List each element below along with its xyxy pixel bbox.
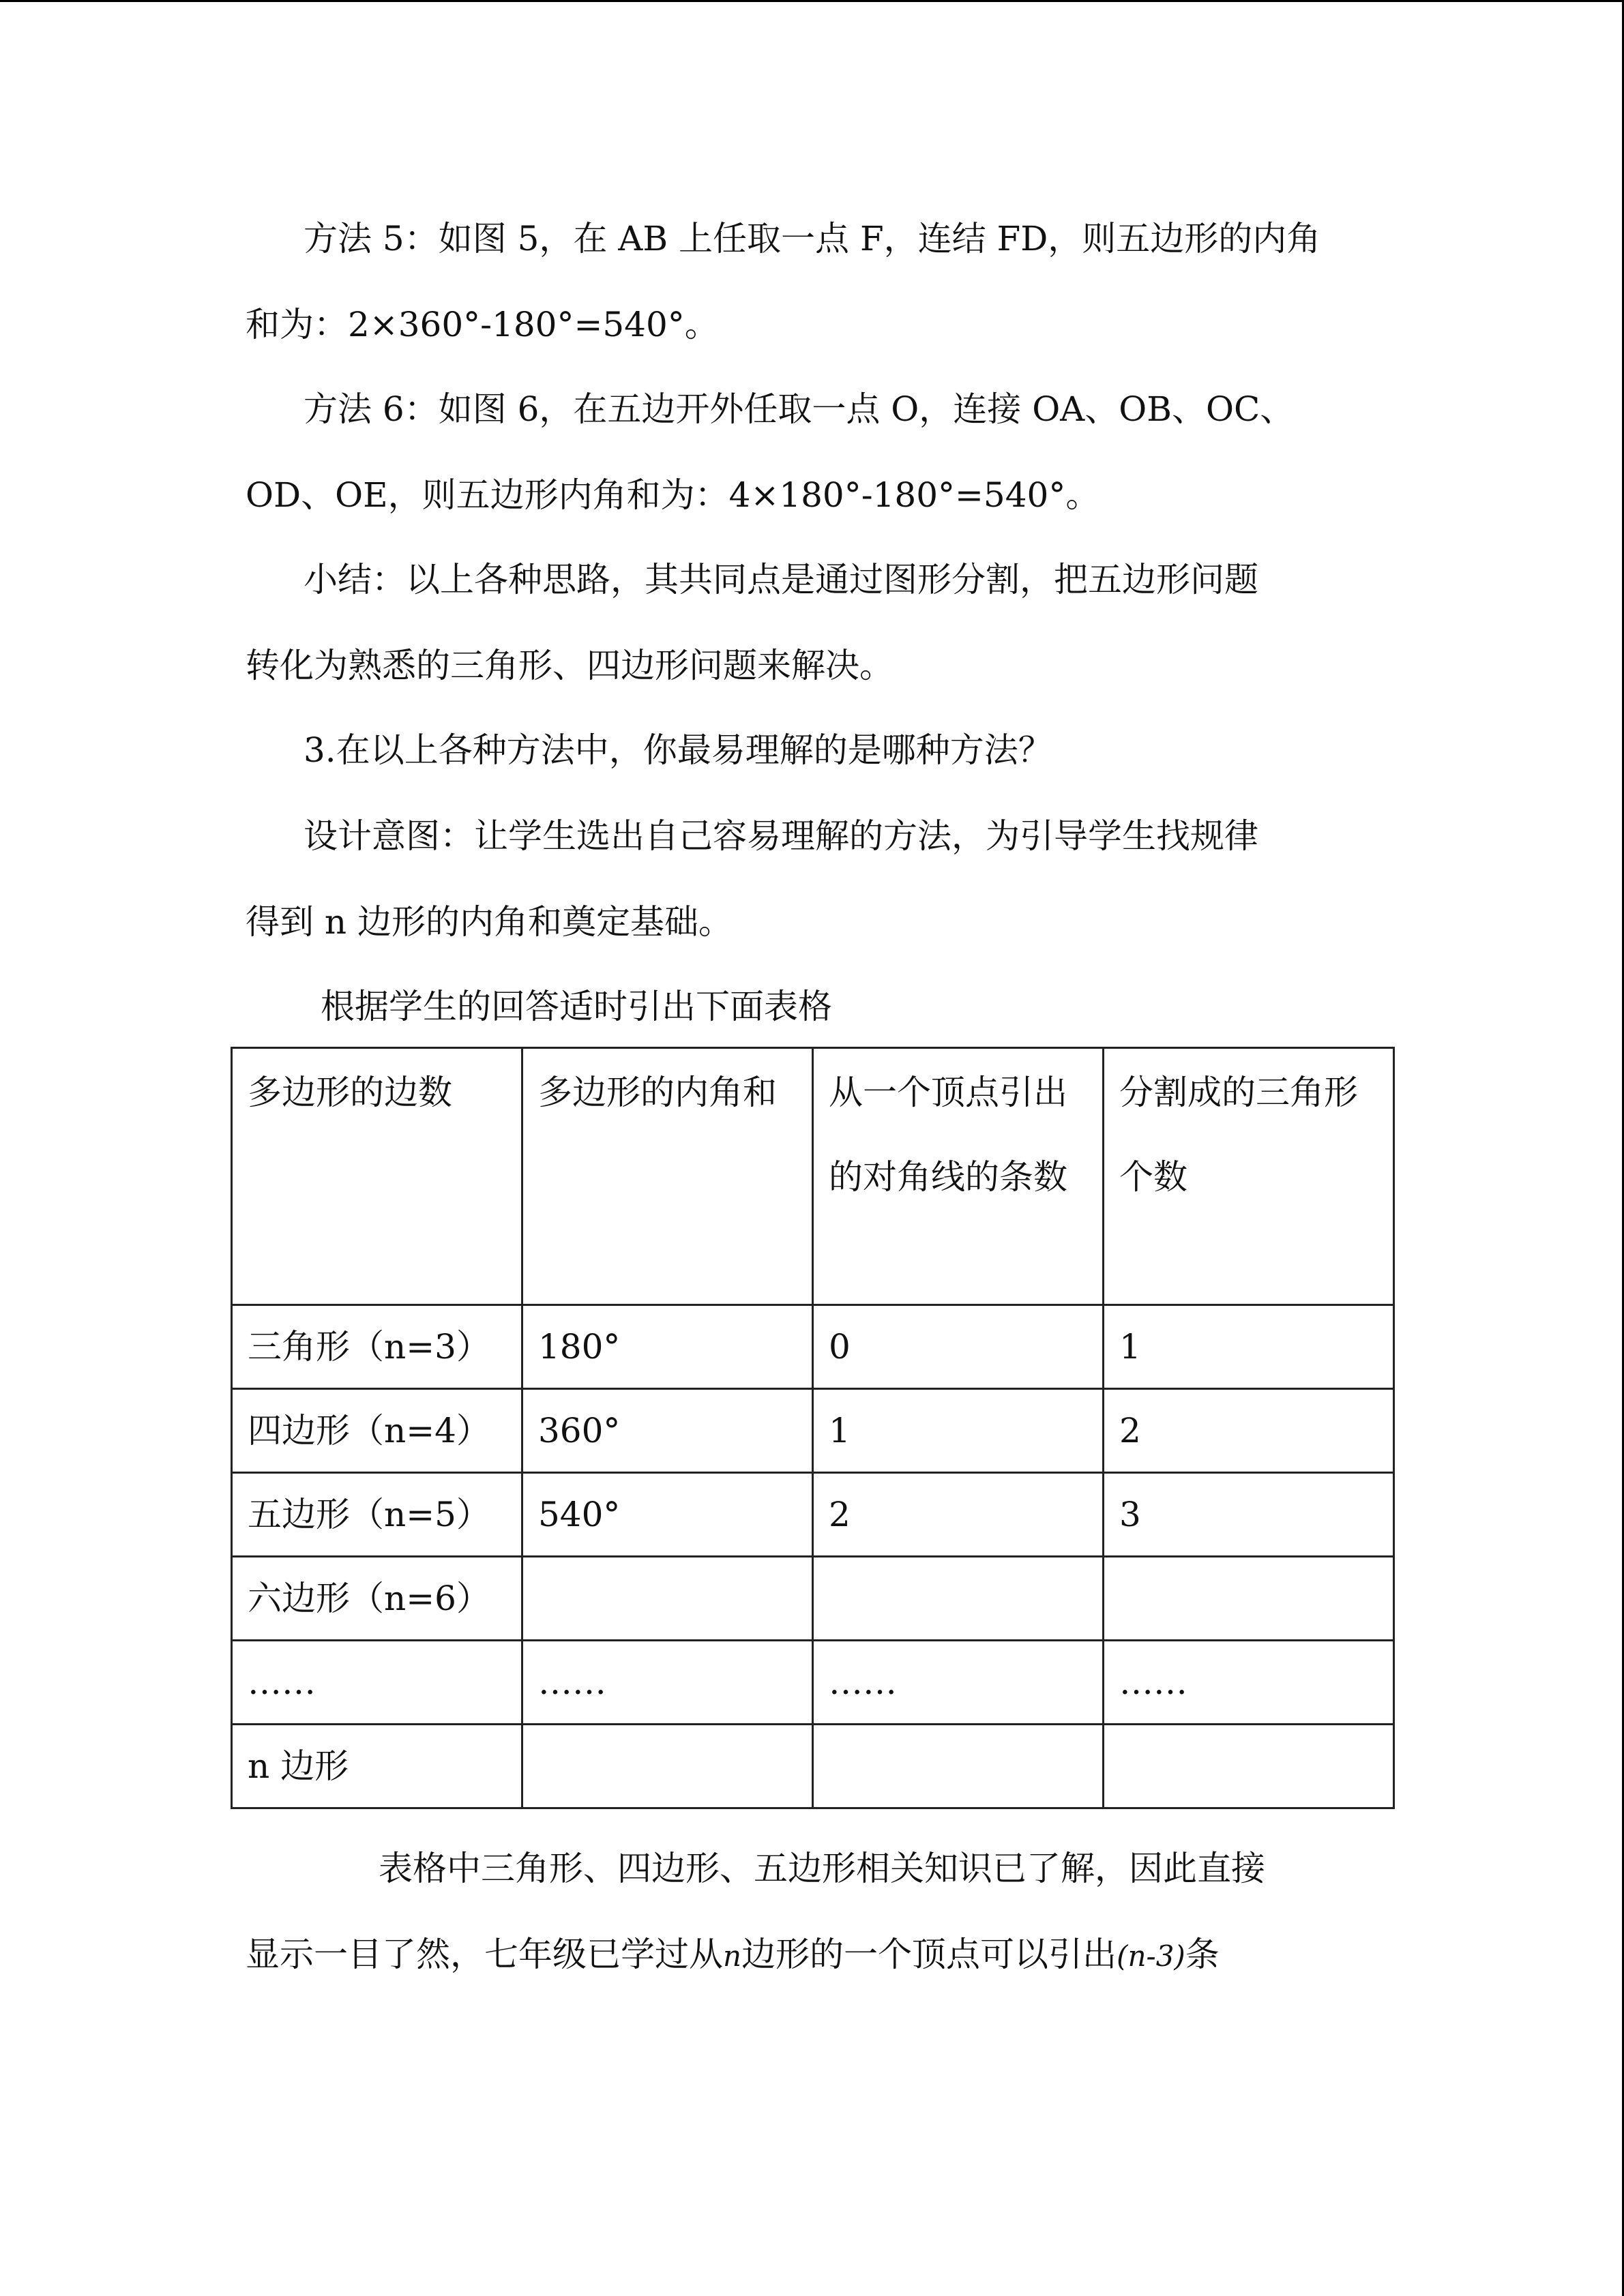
table-header-row — [232, 1048, 1394, 1305]
design-intent-line2: 得到 n 边形的内角和奠定基础。 — [246, 902, 733, 942]
after-table-line2-part-a: 显示一目了然，七年级已学过从 — [246, 1935, 723, 1974]
table-cell: 1 — [1104, 1305, 1394, 1389]
inline-math-n: n — [723, 1939, 742, 1973]
polygon-angle-table — [231, 1047, 1395, 1809]
summary-line2: 转化为熟悉的三角形、四边形问题来解决。 — [246, 646, 894, 685]
table-cell: 2 — [813, 1473, 1104, 1557]
method5-line1: 方法 5：如图 5，在 AB 上任取一点 F，连结 FD，则五边形的内角 — [304, 219, 1321, 258]
design-intent-line1: 设计意图：让学生选出自己容易理解的方法，为引导学生找规律 — [304, 816, 1258, 856]
table-cell — [522, 1557, 813, 1641]
table-cell: …… — [232, 1641, 522, 1725]
header-side-count: 多边形的边数 — [232, 1048, 522, 1305]
table-intro: 根据学生的回答适时引出下面表格 — [321, 987, 832, 1026]
table-row — [232, 1389, 1394, 1473]
table-row — [232, 1473, 1394, 1557]
table-cell: 360° — [522, 1389, 813, 1473]
table-cell — [813, 1725, 1104, 1808]
table-cell: …… — [522, 1641, 813, 1725]
header-triangle-count: 分割成的三角形个数 — [1104, 1048, 1394, 1305]
table-cell: 3 — [1104, 1473, 1394, 1557]
question-3: 3.在以上各种方法中，你最易理解的是哪种方法？ — [304, 730, 1052, 770]
table-cell: 1 — [813, 1389, 1104, 1473]
page-top-border — [0, 0, 1624, 2]
method6-line1: 方法 6：如图 6，在五边开外任取一点 O，连接 OA、OB、OC、 — [304, 389, 1295, 429]
table-cell: 三角形（n=3） — [232, 1305, 522, 1389]
table-cell: 四边形（n=4） — [232, 1389, 522, 1473]
header-interior-angle-sum: 多边形的内角和 — [522, 1048, 813, 1305]
table-cell: 0 — [813, 1305, 1104, 1389]
header-diagonal-count: 从一个顶点引出的对角线的条数 — [813, 1048, 1104, 1305]
table-cell: …… — [813, 1641, 1104, 1725]
table-cell: 2 — [1104, 1389, 1394, 1473]
table-row — [232, 1305, 1394, 1389]
inline-math-n-minus-3: (n-3) — [1117, 1939, 1185, 1973]
table-cell: 五边形（n=5） — [232, 1473, 522, 1557]
table-row — [232, 1641, 1394, 1725]
after-table-line2-part-b: 边形的一个顶点可以引出 — [741, 1935, 1117, 1974]
table-cell: 六边形（n=6） — [232, 1557, 522, 1641]
table-cell: n 边形 — [232, 1725, 522, 1808]
method6-line2: OD、OE，则五边形内角和为：4×180°-180°=540°。 — [246, 475, 1100, 515]
method5-line2: 和为：2×360°-180°=540°。 — [246, 305, 719, 344]
table-row — [232, 1557, 1394, 1641]
table-cell — [522, 1725, 813, 1808]
table-cell: 540° — [522, 1473, 813, 1557]
after-table-line2-part-c: 条 — [1185, 1935, 1220, 1974]
after-table-line1: 表格中三角形、四边形、五边形相关知识已了解，因此直接 — [379, 1849, 1265, 1888]
table-cell — [813, 1557, 1104, 1641]
after-table-line2 — [246, 1934, 1220, 1977]
table-cell — [1104, 1557, 1394, 1641]
table-cell: …… — [1104, 1641, 1394, 1725]
table-row — [232, 1725, 1394, 1808]
table-cell — [1104, 1725, 1394, 1808]
table-cell: 180° — [522, 1305, 813, 1389]
summary-line1: 小结：以上各种思路，其共同点是通过图形分割，把五边形问题 — [304, 560, 1258, 599]
